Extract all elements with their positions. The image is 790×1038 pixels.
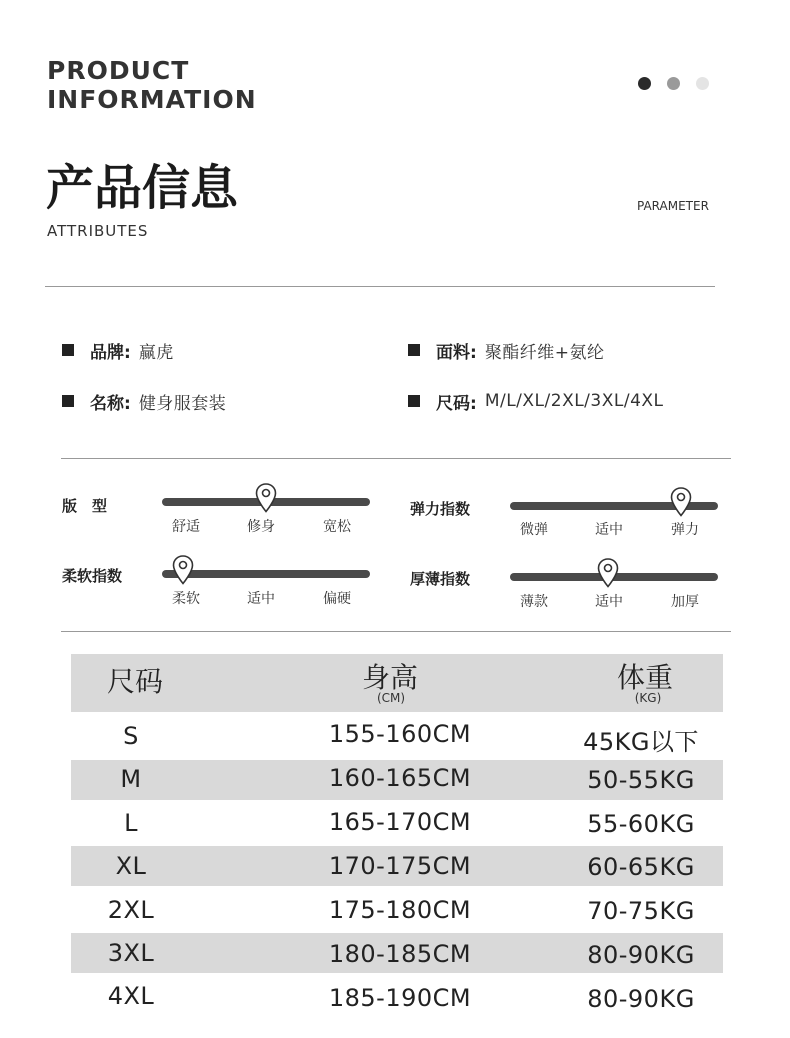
- slider-tick: 修身: [247, 519, 275, 535]
- slider-tick: 适中: [247, 591, 275, 607]
- pager-dot-1: [638, 77, 651, 90]
- table-cell-size: 2XL: [107, 896, 155, 924]
- divider: [45, 286, 715, 287]
- divider: [61, 458, 731, 459]
- divider: [61, 631, 731, 632]
- slider-label: 柔软指数: [62, 567, 123, 585]
- title-en-line1: PRODUCT: [47, 56, 190, 85]
- info-sizes-label: 尺码:: [436, 393, 477, 414]
- info-brand: [62, 338, 174, 362]
- table-cell-size: L: [124, 809, 138, 837]
- location-pin-icon: [255, 483, 277, 513]
- parameter-label: PARAMETER: [637, 199, 709, 213]
- info-fabric-label: 面料:: [436, 342, 477, 363]
- table-cell-height: 170-175CM: [328, 852, 472, 880]
- table-cell-size: 4XL: [107, 982, 155, 1010]
- info-sizes: [408, 389, 664, 413]
- location-pin-icon: [670, 487, 692, 517]
- title-en-line2: INFORMATION: [47, 85, 257, 114]
- table-cell-weight: 60-65KG: [587, 853, 695, 881]
- table-cell-size: M: [120, 765, 142, 793]
- slider-label: 版 型: [62, 497, 108, 515]
- slider-tick: 适中: [595, 594, 623, 610]
- slider-tick: 弹力: [671, 522, 699, 538]
- table-cell-size: 3XL: [107, 939, 155, 967]
- info-brand-label: 品牌:: [90, 342, 131, 363]
- slider-tick: 微弹: [520, 522, 548, 538]
- table-cell-weight: 80-90KG: [587, 985, 695, 1013]
- slider-tick: 加厚: [671, 594, 699, 610]
- table-cell-height: 165-170CM: [328, 808, 472, 836]
- square-bullet-icon: [408, 344, 420, 356]
- info-name-value: 健身服套装: [138, 393, 227, 414]
- slider-tick: 柔软: [172, 591, 200, 607]
- table-cell-height: 155-160CM: [328, 720, 472, 748]
- table-cell-weight: 70-75KG: [587, 897, 695, 925]
- slider-tick: 舒适: [172, 519, 200, 535]
- table-cell-height: 160-165CM: [328, 764, 472, 792]
- table-cell-weight: 45KG以下: [583, 728, 699, 756]
- pager-dots: [638, 77, 718, 91]
- square-bullet-icon: [62, 344, 74, 356]
- info-name-label: 名称:: [90, 393, 131, 414]
- table-header-height-unit: (CM): [376, 691, 406, 705]
- table-cell-size: S: [123, 722, 139, 750]
- slider-tick: 适中: [595, 522, 623, 538]
- table-cell-weight: 55-60KG: [587, 810, 695, 838]
- title-en: [47, 56, 257, 114]
- slider-tick: 宽松: [323, 519, 351, 535]
- info-brand-value: 赢虎: [138, 342, 174, 363]
- table-cell-weight: 80-90KG: [587, 941, 695, 969]
- info-fabric: [408, 338, 605, 362]
- pager-dot-2: [667, 77, 680, 90]
- square-bullet-icon: [62, 395, 74, 407]
- page-title: 产品信息: [46, 160, 239, 216]
- table-header-height: 身高: [362, 661, 419, 694]
- info-sizes-value: M/L/XL/2XL/3XL/4XL: [484, 391, 664, 411]
- subtitle: ATTRIBUTES: [47, 222, 149, 240]
- table-header-weight: 体重: [617, 661, 674, 694]
- table-cell-height: 180-185CM: [328, 940, 472, 968]
- table-cell-height: 175-180CM: [328, 896, 472, 924]
- slider-tick: 薄款: [520, 594, 548, 610]
- pager-dot-3: [696, 77, 709, 90]
- square-bullet-icon: [408, 395, 420, 407]
- table-cell-height: 185-190CM: [328, 984, 472, 1012]
- table-cell-size: XL: [115, 852, 147, 880]
- location-pin-icon: [597, 558, 619, 588]
- location-pin-icon: [172, 555, 194, 585]
- slider-tick: 偏硬: [323, 591, 351, 607]
- slider-label: 厚薄指数: [410, 570, 471, 588]
- info-fabric-value: 聚酯纤维+氨纶: [484, 342, 605, 363]
- info-name: [62, 389, 226, 413]
- table-header-weight-unit: (KG): [634, 691, 662, 705]
- slider-label: 弹力指数: [410, 500, 471, 518]
- table-cell-weight: 50-55KG: [587, 766, 695, 794]
- table-header-size: 尺码: [107, 665, 164, 698]
